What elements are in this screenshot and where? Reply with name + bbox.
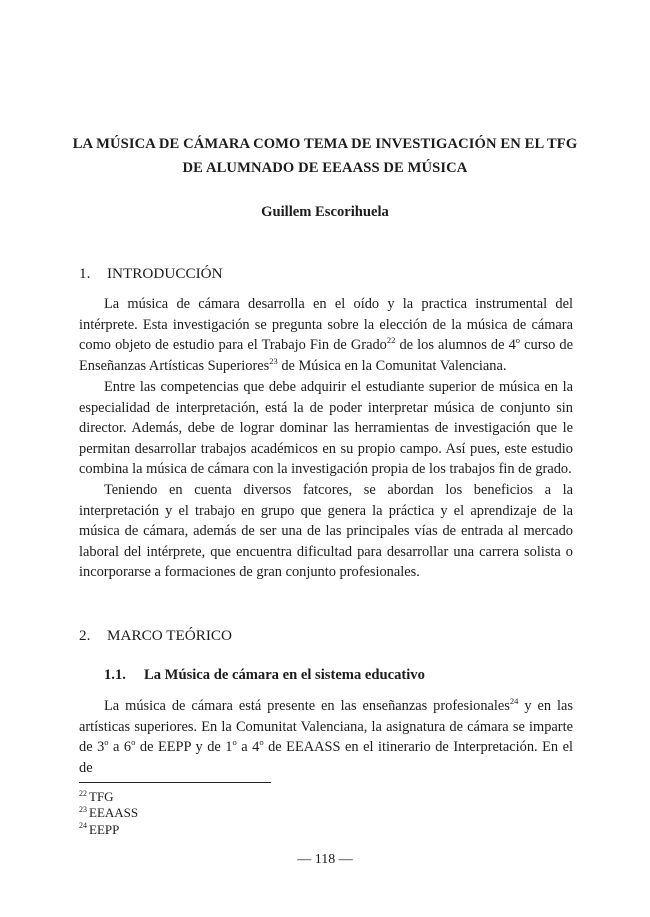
paragraph-text: de Música en la Comunitat Valenciana. <box>277 357 507 374</box>
paper-title <box>60 132 590 180</box>
ordinal-indicator: o <box>259 737 264 748</box>
ordinal-indicator: o <box>131 737 136 748</box>
paragraph-text: La música de cámara desarrolla en el oído y la practica instrumental del intérprete. Esta investigación se pregunta sobre la elección de la música de cámara como objeto de estudio para el Trabajo Fin de Grado <box>79 296 573 354</box>
footnote-ref-23[interactable]: 23 <box>269 355 278 366</box>
footnote-separator <box>79 782 271 783</box>
paragraph-3: Teniendo en cuenta diversos fatcores, se abordan los beneficios a la interpretación y el trabajo en grupo que genera la práctica y el aprendizaje de la música de cámara, además de ser una de las principales vías de entrada al mercado laboral del intérprete, que encuentra dificultad para desarrollar una carrera solista o incorporarse a formaciones de gran conjunto profesionales. <box>79 482 573 581</box>
section-title: INTRODUCCIÓN <box>107 265 223 282</box>
paragraph-text: a 6 <box>108 739 132 756</box>
paragraph-text: La música de cámara está presente en las enseñanzas profesionales <box>104 698 510 714</box>
paragraph-text: de los alumnos de 4 <box>395 337 516 354</box>
footnote-number: 23 <box>79 804 87 814</box>
author-name: Guillem Escorihuela <box>261 204 389 220</box>
paragraph-text: de EEAASS en el itinerario de Interpretación. En el de <box>79 739 573 776</box>
footnote-22 <box>79 789 138 805</box>
section-title: MARCO TEÓRICO <box>107 627 233 644</box>
paragraph-4 <box>79 696 573 778</box>
ordinal-indicator: o <box>232 737 237 748</box>
section-heading-marco-teorico <box>79 626 232 646</box>
paragraph-1 <box>79 294 573 376</box>
footnote-text: TFG <box>89 789 114 804</box>
section-number: 1. <box>79 265 91 282</box>
page-number: — 118 — <box>297 852 353 867</box>
section-number: 2. <box>79 627 91 644</box>
footnote-number: 22 <box>79 788 87 798</box>
paragraph-text: y en las artísticas superiores. En la Comunitat Valenciana, la asignatura de cámara se imparte de 3 <box>79 698 573 756</box>
paragraph-text: a 4 <box>236 739 260 756</box>
subsection-heading <box>104 665 425 685</box>
footnote-23 <box>79 805 138 821</box>
ordinal-indicator: o <box>104 737 109 748</box>
footnote-24 <box>79 822 138 838</box>
footnote-text: EEAASS <box>89 805 139 821</box>
section-heading-introduccion <box>79 264 223 284</box>
subsection-title: La Música de cámara en el sistema educativo <box>144 667 425 683</box>
ordinal-indicator: o <box>515 335 521 346</box>
footnote-number: 24 <box>79 821 87 831</box>
footnote-text: EEPP <box>89 821 120 837</box>
footnote-ref-22[interactable]: 22 <box>386 335 396 346</box>
title-line-1: LA MÚSICA DE CÁMARA COMO TEMA DE INVESTIGACIÓN EN EL TFG <box>72 136 578 152</box>
footnote-ref-24[interactable]: 24 <box>509 696 519 707</box>
title-line-2: DE ALUMNADO DE EEAASS DE MÚSICA <box>182 160 468 176</box>
paragraph-text: de EEPP y de 1 <box>135 739 233 756</box>
subsection-number: 1.1. <box>104 667 126 683</box>
paragraph-text: curso de Enseñanzas Artísticas Superiores <box>79 337 573 374</box>
paragraph-2: Entre las competencias que debe adquirir el estudiante superior de música en la especialidad de interpretación, está la de poder interpretar música de conjunto sin director. Además, debe de lograr dominar las herramientas de investigación que le permitan desarrollar trabajos académicos en su propio campo. Así pues, este estudio combina la música de cámara con la investigación propia de los trabajos fin de grado. <box>79 379 573 478</box>
footnotes-list <box>79 789 138 838</box>
